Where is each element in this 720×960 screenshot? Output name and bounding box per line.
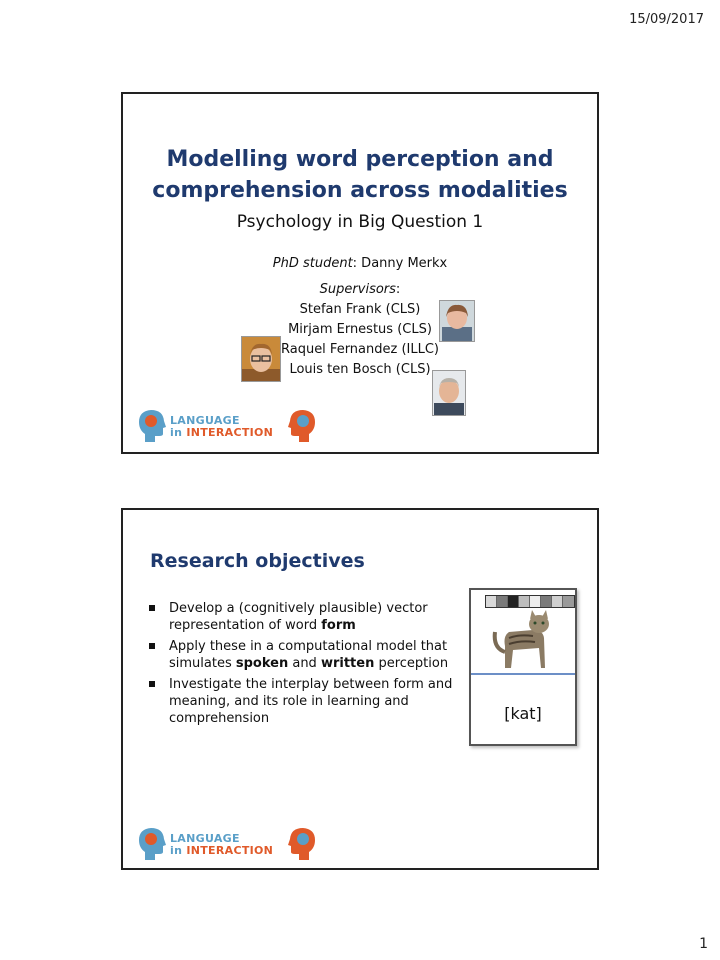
vector-cell [486, 596, 497, 607]
supervisor-photo-man-glasses [241, 336, 281, 382]
cat-image [489, 608, 559, 670]
title-line-2: comprehension across modalities [152, 178, 568, 203]
supervisor-name: Louis ten Bosch (CLS) [289, 362, 431, 377]
bullet-square-icon [149, 643, 155, 649]
supervisor-name: Stefan Frank (CLS) [299, 302, 421, 317]
vector-representation [485, 595, 575, 608]
vector-cell [541, 596, 552, 607]
slide-title: Research objectives [150, 550, 365, 572]
language-in-interaction-logo [137, 826, 277, 866]
vector-cell [519, 596, 530, 607]
supervisor-name: Raquel Fernandez (ILLC) [280, 342, 440, 357]
vector-cell [530, 596, 541, 607]
slide-title [123, 144, 597, 206]
supervisor-photo-man [432, 370, 466, 416]
page-number: 1 [699, 936, 708, 952]
vector-cell [552, 596, 563, 607]
bullet-square-icon [149, 605, 155, 611]
title-slide [121, 92, 599, 454]
vector-cell [497, 596, 508, 607]
logo-text: LANGUAGE in INTERACTION [170, 414, 274, 439]
date-header: 15/09/2017 [629, 12, 704, 27]
list-item: Investigate the interplay between form and meaning, and its role in learning and comprehension [147, 676, 467, 727]
phd-label: PhD student [272, 256, 353, 271]
supervisor-photo-woman [439, 300, 475, 342]
phonetic-transcription: [kat] [504, 704, 542, 723]
bullet-square-icon [149, 681, 155, 687]
phd-student-line [123, 254, 597, 274]
list-item: Apply these in a computational model that simulates spoken and written perception [147, 638, 467, 672]
supervisors-label: Supervisors [319, 282, 396, 297]
research-objectives-slide [121, 508, 599, 870]
vector-cell [508, 596, 519, 607]
language-in-interaction-logo [137, 408, 277, 448]
cat-illustration-box [469, 588, 577, 746]
list-item: Develop a (cognitively plausible) vector representation of word form [147, 600, 467, 634]
supervisors-heading: Supervisors: [319, 282, 401, 297]
box-divider [471, 673, 575, 675]
title-line-1: Modelling word perception and [166, 147, 554, 172]
vector-cell [563, 596, 574, 607]
logo-text: LANGUAGE in INTERACTION [170, 832, 274, 857]
objectives-list [147, 600, 467, 731]
credits [123, 254, 597, 380]
supervisor-name: Mirjam Ernestus (CLS) [288, 322, 432, 337]
phd-name: : Danny Merkx [352, 256, 448, 271]
slide-subtitle: Psychology in Big Question 1 [236, 212, 484, 232]
